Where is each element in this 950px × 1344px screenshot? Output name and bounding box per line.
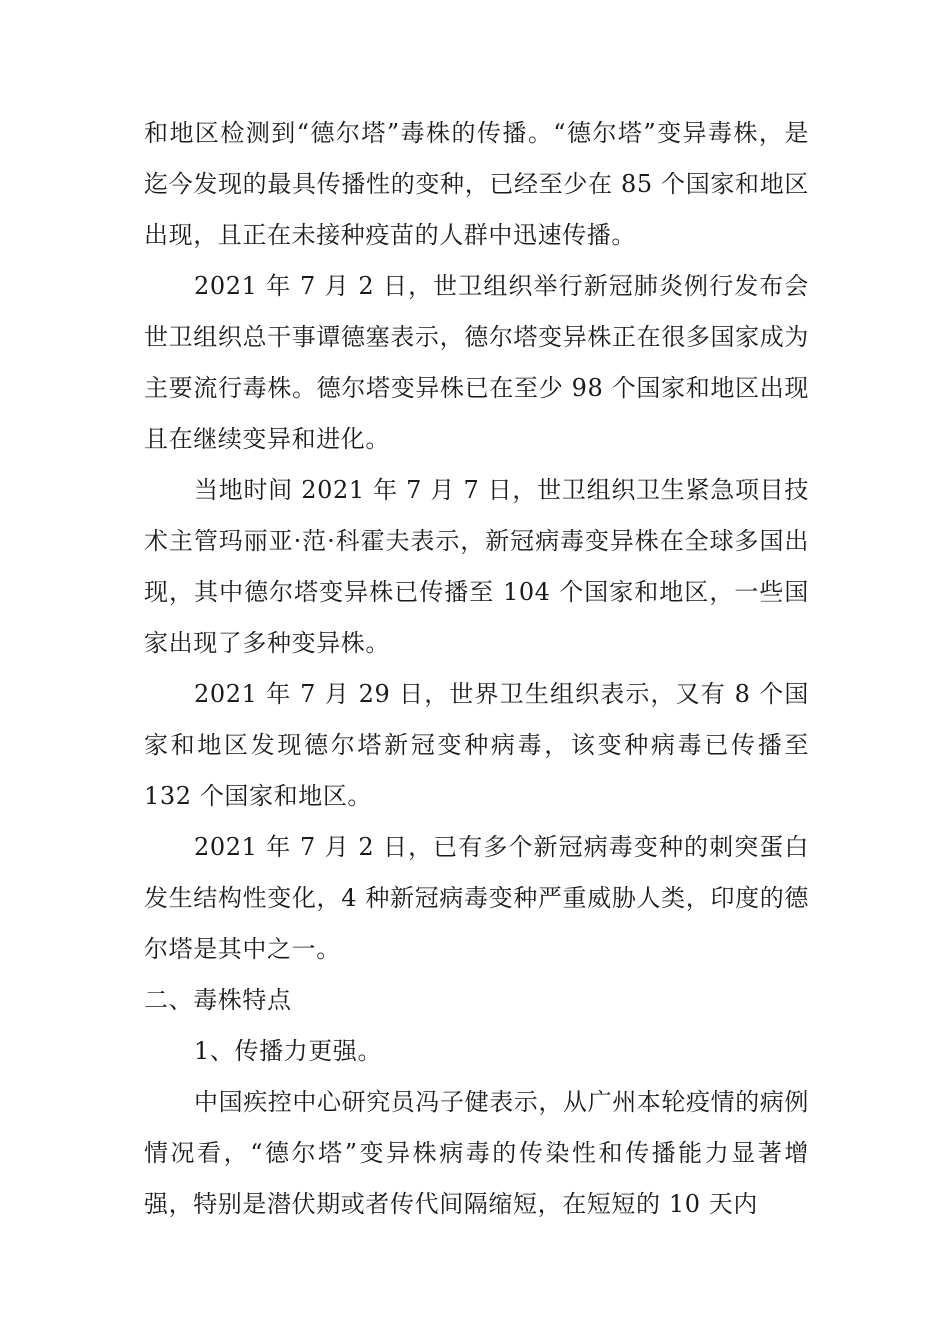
paragraph-spike-protein-change: 2021 年 7 月 2 日，已有多个新冠病毒变种的刺突蛋白发生结构性变化，4 种新冠病毒变种严重威胁人类，印度的德尔塔是其中之一。 [144, 833, 809, 963]
paragraph-july-29-who-statement: 2021 年 7 月 29 日，世界卫生组织表示，又有 8 个国家和地区发现德尔塔新冠变种病毒，该变种病毒已传播至 132 个国家和地区。 [144, 680, 809, 810]
paragraph-july-2-who-briefing: 2021 年 7 月 2 日，世卫组织举行新冠肺炎例行发布会世卫组织总干事谭德塞表示，德尔塔变异株正在很多国家成为主要流行毒株。德尔塔变异株已在至少 98 个国家和地区出现 且在继续变异和进化。 [144, 272, 809, 453]
paragraph-july-7-who-statement: 当地时间 2021 年 7 月 7 日，世卫组织卫生紧急项目技术主管玛丽亚·范·科霍夫表示，新冠病毒变异株在全球多国出现，其中德尔塔变异株已传播至 104 个国家和地区，一些国家出现了多种变异株。 [144, 476, 809, 657]
paragraph-cdc-researcher-statement: 中国疾控中心研究员冯子健表示，从广州本轮疫情的病例情况看，“德尔塔”变异株病毒的传染性和传播能力显著增强，特别是潜伏期或者传代间隔缩短，在短短的 10 天内 [144, 1088, 809, 1218]
paragraph-continuation: 和地区检测到“德尔塔”毒株的传播。“德尔塔”变异毒株，是迄今发现的最具传播性的变种，已经至少在 85 个国家和地区出现，且正在未接种疫苗的人群中迅速传播。 [144, 119, 809, 249]
section-heading-strain-features: 二、毒株特点 [144, 986, 292, 1014]
document-body [144, 108, 809, 1230]
subheading-stronger-transmission: 1、传播力更强。 [194, 1037, 383, 1065]
